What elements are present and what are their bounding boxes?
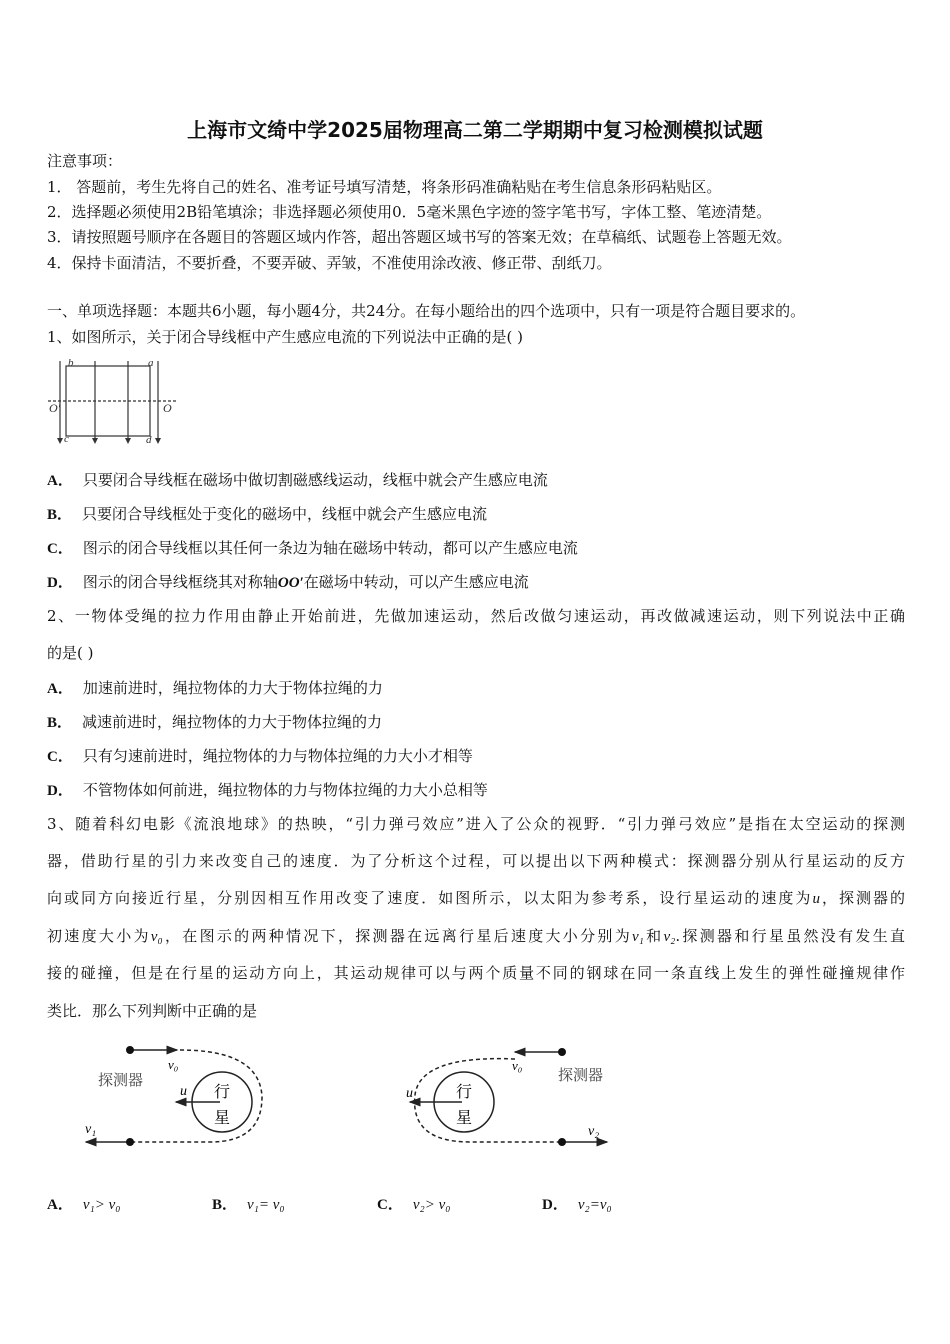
q3-option-c[interactable]: C． v₂> v₀	[377, 1197, 451, 1213]
question-2-stem: 2、一物体受绳的拉力作用由静止开始前进，先做加速运动，然后改做匀速运动，再改做减速运动，则下列说法中正确	[47, 607, 905, 625]
label-o: O	[163, 401, 172, 415]
page-title: 上海市文绮中学2025届物理高二第二学期期中复习检测模拟试题	[187, 118, 763, 142]
notice-item: 3．请按照题号顺序在各题目的答题区域内作答，超出答题区域书写的答案无效；在草稿纸、试题卷上答题无效。	[47, 228, 792, 246]
section-heading: 一、单项选择题：本题共6小题，每小题4分，共24分。在每小题给出的四个选项中，只有一项是符合题目要求的。	[47, 302, 806, 320]
planet-label: 行	[213, 1082, 231, 1101]
label-a: a	[148, 357, 154, 369]
q3-option-a[interactable]: A． v₁> v₀	[47, 1197, 121, 1213]
notice-item: 4．保持卡面清洁，不要折叠，不要弄破、弄皱，不准使用涂改液、修正带、刮纸刀。	[47, 254, 612, 272]
planet-label: 星	[455, 1108, 473, 1127]
probe-label: 探测器	[558, 1066, 604, 1084]
label-o-prime: O′	[49, 401, 61, 415]
v0-label: v₀	[512, 1058, 523, 1073]
q2-option-b[interactable]: B． 减速前进时，绳拉物体的力大于物体拉绳的力	[47, 713, 383, 731]
question-3-stem: 类比．那么下列判断中正确的是	[47, 1002, 258, 1020]
q2-option-a[interactable]: A． 加速前进时，绳拉物体的力大于物体拉绳的力	[47, 679, 383, 697]
question-1-stem: 1、如图所示，关于闭合导线框中产生感应电流的下列说法中正确的是( )	[47, 328, 524, 346]
question-3-stem: 初速度大小为v₀，在图示的两种情况下，探测器在远离行星后速度大小分别为v₁和v₂.探测器和行星虽然没有发生直	[47, 927, 905, 945]
notice-item: 2．选择题必须使用2B铅笔填涂；非选择题必须使用0．5毫米黑色字迹的签字笔书写，字体工整、笔迹清楚。	[47, 203, 772, 221]
q2-option-c[interactable]: C． 只有匀速前进时，绳拉物体的力与物体拉绳的力大小才相等	[47, 747, 473, 765]
q1-option-a[interactable]: A． 只要闭合导线框在磁场中做切割磁感线运动，线框中就会产生感应电流	[47, 471, 548, 489]
label-d: d	[146, 434, 152, 446]
planet-label: 行	[455, 1082, 473, 1101]
q3-option-d[interactable]: D． v₂=v₀	[542, 1197, 612, 1213]
v0-label: v₀	[168, 1057, 179, 1072]
question-2-stem-cont: 的是( )	[47, 644, 94, 662]
v1-label: v₁	[85, 1122, 97, 1137]
planet-label: 星	[213, 1108, 231, 1127]
q1-option-b[interactable]: B． 只要闭合导线框处于变化的磁场中，线框中就会产生感应电流	[47, 505, 488, 523]
question-3-stem: 器，借助行星的引力来改变自己的速度．为了分析这个过程，可以提出以下两种模式：探测器分别从行星运动的反方	[47, 852, 905, 870]
q2-option-d[interactable]: D． 不管物体如何前进，绳拉物体的力与物体拉绳的力大小总相等	[47, 781, 488, 799]
probe-label: 探测器	[98, 1071, 144, 1089]
question-3-stem: 向或同方向接近行星，分别因相互作用改变了速度．如图所示，以太阳为参考系，设行星运动的速度为u，探测器的	[47, 889, 905, 907]
q3-option-b[interactable]: B． v₁= v₀	[212, 1197, 285, 1213]
label-c: c	[64, 433, 69, 445]
u-label: u	[180, 1084, 187, 1099]
q1-option-d[interactable]: D． 图示的闭合导线框绕其对称轴OO′在磁场中转动，可以产生感应电流	[47, 573, 529, 591]
v2-label: v₂	[588, 1124, 600, 1139]
q1-option-c[interactable]: C． 图示的闭合导线框以其任何一条边为轴在磁场中转动，都可以产生感应电流	[47, 539, 578, 557]
notice-item: 1． 答题前，考生先将自己的姓名、准考证号填写清楚，将条形码准确粘贴在考生信息条形码粘贴区。	[47, 178, 722, 196]
notice-heading: 注意事项：	[47, 152, 123, 170]
figure-wire-frame-in-field	[48, 356, 178, 446]
u-label: u	[406, 1086, 413, 1101]
label-b: b	[68, 357, 74, 369]
question-3-stem: 3、随着科幻电影《流浪地球》的热映，“引力弹弓效应”进入了公众的视野．“引力弹弓效应”是指在太空运动的探测	[47, 815, 905, 833]
question-3-stem: 接的碰撞，但是在行星的运动方向上，其运动规律可以与两个质量不同的钢球在同一条直线上发生的弹性碰撞规律作	[47, 964, 905, 982]
figure-gravity-slingshot	[80, 1035, 640, 1160]
